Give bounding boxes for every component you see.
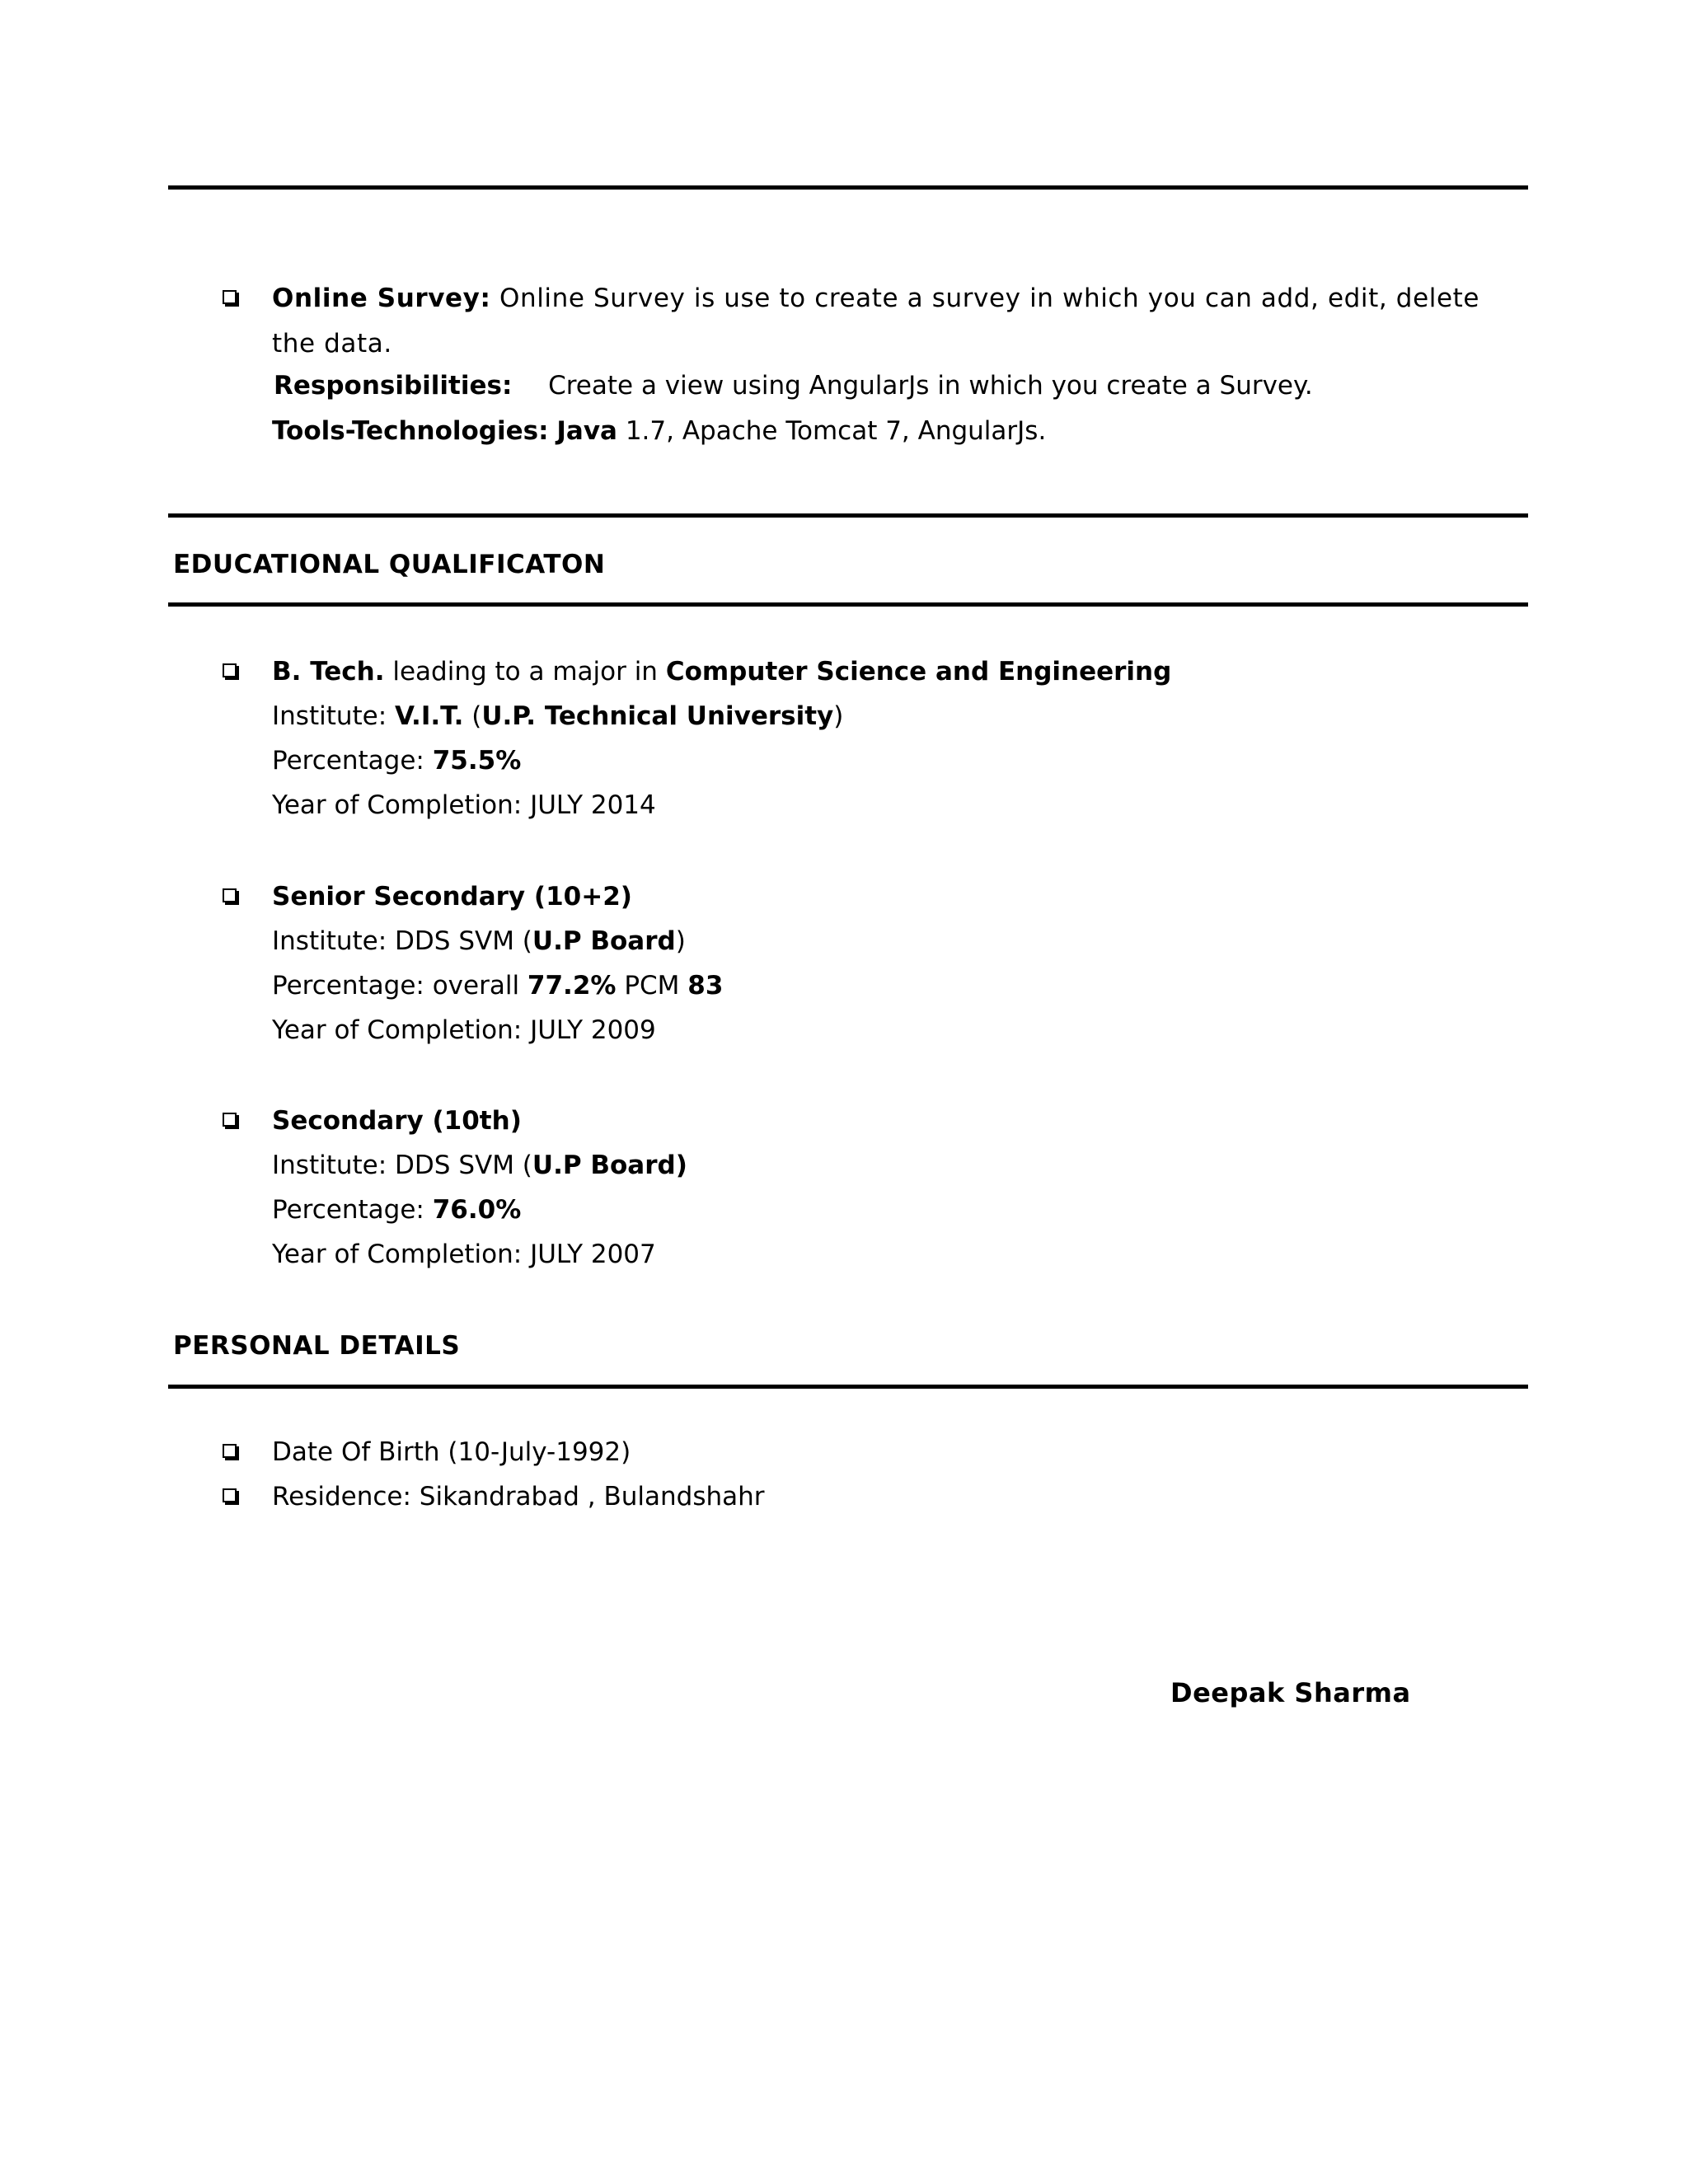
overall-value: 77.2% — [527, 971, 617, 1001]
checkbox-bullet-icon — [223, 663, 237, 677]
responsibilities-label: Responsibilities: — [274, 371, 513, 401]
btech-percentage-line — [272, 744, 521, 777]
btech-institute-line: Institute: V.I.T. (U.P. Technical University) — [272, 701, 844, 731]
checkbox-bullet-icon — [223, 290, 237, 304]
secondary-institute-line: Institute: DDS SVM (U.P Board) — [272, 1151, 687, 1180]
pcm-label: PCM — [624, 971, 680, 1001]
divider-personal — [168, 1385, 1528, 1389]
project-title: Online Survey: — [272, 284, 491, 313]
percentage-label: Percentage: — [272, 1195, 424, 1225]
btech-degree: B. Tech. — [272, 657, 385, 687]
senior-title-line — [272, 880, 632, 913]
tools-line — [272, 415, 1046, 448]
board-name: U.P Board) — [532, 1151, 687, 1180]
responsibilities-text: Create a view using AngularJs in which you create a Survey. — [548, 371, 1313, 401]
year-value: JULY 2014 — [530, 790, 656, 820]
secondary-year-line — [272, 1238, 656, 1271]
tools-label: Tools-Technologies: — [272, 416, 549, 446]
senior-percentage-line — [272, 969, 723, 1002]
tools-java: Java — [556, 416, 617, 446]
overall-label: overall — [432, 971, 520, 1001]
year-value: JULY 2007 — [530, 1240, 656, 1269]
checkbox-bullet-icon — [223, 1113, 237, 1127]
year-label: Year of Completion: — [272, 790, 523, 820]
divider-education-bottom — [168, 602, 1528, 607]
btech-year-line — [272, 789, 656, 822]
secondary-title: Secondary (10th) — [272, 1106, 522, 1136]
checkbox-bullet-icon — [223, 888, 237, 902]
institute-name: DDS SVM — [395, 1151, 514, 1180]
institute-name: DDS SVM — [395, 926, 514, 956]
year-label: Year of Completion: — [272, 1240, 523, 1269]
institute-label: Institute: — [272, 926, 387, 956]
secondary-percentage-line — [272, 1193, 521, 1226]
senior-title: Senior Secondary (10+2) — [272, 882, 632, 912]
btech-title-line — [272, 655, 1171, 688]
divider-top — [168, 185, 1528, 190]
project-description-text: Online Survey is use to create a survey in which you can add, edit, delete the data. — [272, 284, 1480, 359]
percentage-label: Percentage: — [272, 971, 424, 1001]
responsibilities-line — [274, 369, 1313, 402]
personal-heading: PERSONAL DETAILS — [173, 1331, 461, 1361]
checkbox-bullet-icon — [223, 1488, 237, 1502]
residence-line: Residence: Sikandrabad , Bulandshahr — [272, 1482, 765, 1511]
signature-name: Deepak Sharma — [1170, 1677, 1411, 1708]
pcm-value: 83 — [687, 971, 724, 1001]
percentage-label: Percentage: — [272, 746, 424, 776]
percentage-value: 75.5% — [432, 746, 522, 776]
board-name: U.P Board — [532, 926, 676, 956]
institute-label: Institute: — [272, 701, 387, 731]
project-online-survey — [223, 276, 1525, 359]
project-description — [272, 276, 1525, 367]
year-value: JULY 2009 — [530, 1015, 656, 1045]
university-name: U.P. Technical University — [481, 701, 834, 731]
year-label: Year of Completion: — [272, 1015, 523, 1045]
secondary-title-line — [272, 1104, 522, 1137]
tools-rest: 1.7, Apache Tomcat 7, AngularJs. — [625, 416, 1047, 446]
institute-label: Institute: — [272, 1151, 387, 1180]
btech-major: Computer Science and Engineering — [665, 657, 1172, 687]
percentage-value: 76.0% — [432, 1195, 522, 1225]
dob-line: Date Of Birth (10-July-1992) — [272, 1437, 631, 1467]
senior-year-line — [272, 1014, 656, 1047]
senior-institute-line: Institute: DDS SVM (U.P Board) — [272, 926, 686, 956]
checkbox-bullet-icon — [223, 1444, 237, 1458]
education-heading: EDUCATIONAL QUALIFICATON — [173, 550, 606, 579]
btech-middle: leading to a major in — [392, 657, 658, 687]
divider-education-top — [168, 513, 1528, 518]
institute-name: V.I.T. — [395, 701, 464, 731]
